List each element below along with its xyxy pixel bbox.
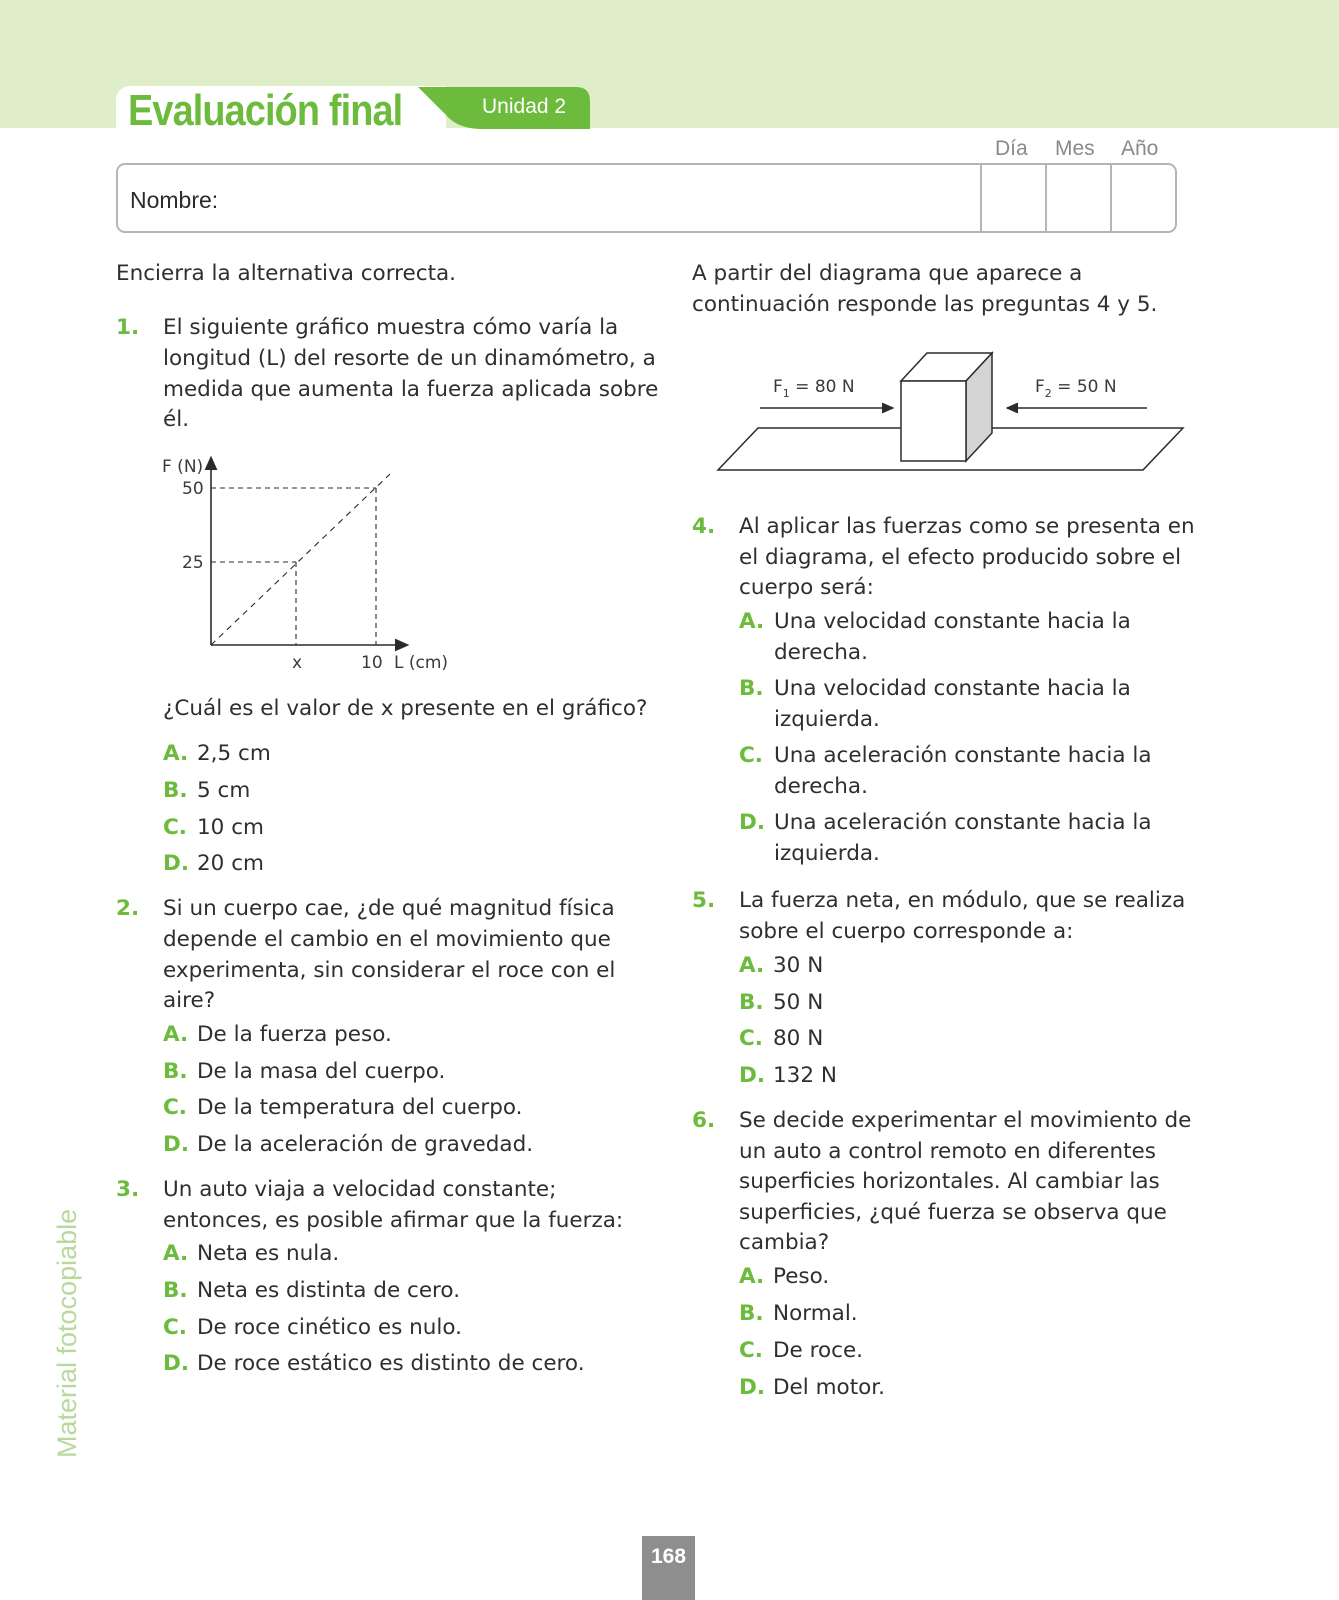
q1-line: medida que aumenta la fuerza aplicada sobre bbox=[163, 377, 659, 402]
q1-number: 1. bbox=[116, 315, 140, 340]
q4-line: cuerpo será: bbox=[739, 575, 874, 600]
q1-line: longitud (L) del resorte de un dinamómetro, a bbox=[163, 346, 656, 371]
q1-question: ¿Cuál es el valor de x presente en el gráfico? bbox=[163, 696, 648, 721]
q2-line: Si un cuerpo cae, ¿de qué magnitud física bbox=[163, 896, 615, 921]
q4-line: el diagrama, el efecto producido sobre el bbox=[739, 545, 1182, 570]
y-tick: 25 bbox=[182, 553, 204, 573]
year-divider bbox=[1110, 165, 1112, 231]
force-length-graph bbox=[150, 452, 450, 681]
page-number: 168 bbox=[650, 1545, 687, 1568]
q5-option-c[interactable]: C. 80 N bbox=[739, 1026, 824, 1051]
intro-line: A partir del diagrama que aparece a bbox=[692, 261, 1083, 286]
q6-line: superficies horizontales. Al cambiar las bbox=[739, 1169, 1160, 1194]
x-tick: x bbox=[292, 653, 303, 673]
q4-number: 4. bbox=[692, 514, 716, 539]
q3-option-b[interactable]: B. Neta es distinta de cero. bbox=[163, 1278, 461, 1303]
month-label: Mes bbox=[1055, 137, 1095, 160]
q6-option-c[interactable]: C. De roce. bbox=[739, 1338, 864, 1363]
q5-option-a[interactable]: A. 30 N bbox=[739, 953, 824, 978]
q5-line: sobre el cuerpo corresponde a: bbox=[739, 919, 1074, 944]
x-tick: 10 bbox=[361, 653, 383, 673]
day-divider bbox=[980, 165, 982, 231]
q2-line: experimenta, sin considerar el roce con el bbox=[163, 958, 616, 983]
q6-line: un auto a control remoto en diferentes bbox=[739, 1139, 1156, 1164]
q5-option-b[interactable]: B. 50 N bbox=[739, 990, 824, 1015]
q3-option-a[interactable]: A. Neta es nula. bbox=[163, 1241, 340, 1266]
q6-line: Se decide experimentar el movimiento de bbox=[739, 1108, 1192, 1133]
q2-number: 2. bbox=[116, 896, 140, 921]
q3-line: Un auto viaja a velocidad constante; bbox=[163, 1177, 557, 1202]
q2-option-c[interactable]: C. De la temperatura del cuerpo. bbox=[163, 1095, 523, 1120]
q3-option-d[interactable]: D. De roce estático es distinto de cero. bbox=[163, 1351, 585, 1376]
q6-line: cambia? bbox=[739, 1230, 830, 1255]
q4-line: Al aplicar las fuerzas como se presenta en bbox=[739, 514, 1195, 539]
month-divider bbox=[1045, 165, 1047, 231]
q2-line: aire? bbox=[163, 988, 216, 1013]
q1-option-c[interactable]: C. 10 cm bbox=[163, 815, 264, 840]
q2-line: depende el cambio en el movimiento que bbox=[163, 927, 611, 952]
q6-number: 6. bbox=[692, 1108, 716, 1133]
day-label: Día bbox=[995, 137, 1028, 160]
q3-option-c[interactable]: C. De roce cinético es nulo. bbox=[163, 1315, 462, 1340]
q3-line: entonces, es posible afirmar que la fuerza: bbox=[163, 1208, 624, 1233]
block-front bbox=[901, 381, 966, 461]
q6-option-d[interactable]: D. Del motor. bbox=[739, 1375, 885, 1400]
unit-label: Unidad 2 bbox=[482, 95, 567, 118]
q2-option-d[interactable]: D. De la aceleración de gravedad. bbox=[163, 1132, 534, 1157]
name-label: Nombre: bbox=[130, 187, 219, 213]
q5-line: La fuerza neta, en módulo, que se realiza bbox=[739, 888, 1186, 913]
q5-option-d[interactable]: D. 132 N bbox=[739, 1063, 837, 1088]
year-label: Año bbox=[1121, 137, 1159, 160]
trend-line bbox=[211, 474, 390, 645]
q1-option-a[interactable]: A. 2,5 cm bbox=[163, 741, 271, 766]
q3-number: 3. bbox=[116, 1177, 140, 1202]
x-axis-label: L (cm) bbox=[394, 653, 449, 673]
q6-line: superficies, ¿qué fuerza se observa que bbox=[739, 1200, 1167, 1225]
q1-option-b[interactable]: B. 5 cm bbox=[163, 778, 251, 803]
q1-option-d[interactable]: D. 20 cm bbox=[163, 851, 264, 876]
q2-option-a[interactable]: A. De la fuerza peso. bbox=[163, 1022, 392, 1047]
q1-line: El siguiente gráfico muestra cómo varía la bbox=[163, 315, 619, 340]
q5-number: 5. bbox=[692, 888, 716, 913]
y-tick: 50 bbox=[182, 479, 204, 499]
forces-diagram bbox=[715, 345, 1195, 479]
q1-line: él. bbox=[163, 407, 190, 432]
page-number-box bbox=[642, 1536, 695, 1600]
f1-label: $F_1 = 80$ N bbox=[773, 377, 855, 400]
q6-option-a[interactable]: A. Peso. bbox=[739, 1264, 830, 1289]
f2-label: $F_2 = 50$ N bbox=[1035, 377, 1117, 400]
unit-badge bbox=[418, 87, 590, 129]
q6-option-b[interactable]: B. Normal. bbox=[739, 1301, 858, 1326]
instruction: Encierra la alternativa correcta. bbox=[116, 261, 457, 286]
side-watermark: Material fotocopiable bbox=[52, 1208, 82, 1458]
intro-line: continuación responde las preguntas 4 y 5. bbox=[692, 292, 1158, 317]
q2-option-b[interactable]: B. De la masa del cuerpo. bbox=[163, 1059, 446, 1084]
page-title: Evaluación final bbox=[128, 86, 403, 135]
y-axis-label: F (N) bbox=[162, 457, 204, 477]
name-field[interactable] bbox=[116, 163, 1177, 233]
